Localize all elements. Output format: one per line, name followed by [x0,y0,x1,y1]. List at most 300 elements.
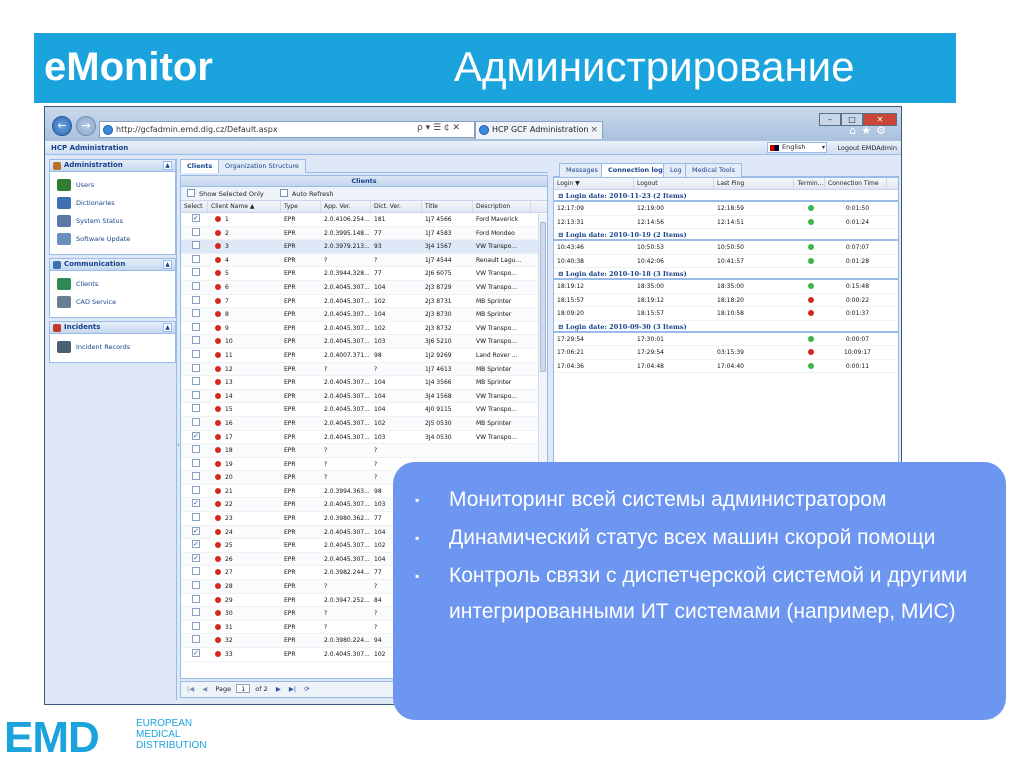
app-ver-cell: 2.0.4045.307... [324,433,370,441]
status-dot-icon [215,447,221,453]
connection-row[interactable] [554,333,898,347]
row-checkbox[interactable] [192,323,200,331]
page-count: of 2 [255,685,268,693]
connection-row[interactable] [554,360,898,374]
tab-medical-tools[interactable]: Medical Tools [685,163,742,177]
close-window-button[interactable]: ✕ [863,113,897,126]
row-checkbox[interactable] [192,649,200,657]
client-name-cell [208,281,281,294]
last-ping-cell: 18:18:20 [717,296,744,304]
client-name: 22 [225,501,233,509]
table-row[interactable] [181,267,547,281]
client-name-cell [208,213,281,226]
logout-cell: 17:29:54 [637,349,664,356]
nav-item-label: Software Update [76,235,131,243]
select-cell [181,390,208,403]
connection-row[interactable] [554,294,898,308]
row-checkbox[interactable] [192,296,200,304]
row-checkbox[interactable] [192,418,200,426]
right-tabs [553,163,899,177]
table-row[interactable] [181,254,547,268]
title-cell: 1J7 4566 [425,216,452,223]
group-header[interactable]: ⊟ Login date: 2010-09-30 (3 Items) [554,321,898,333]
column-header-title[interactable]: Title [422,201,473,212]
tab-messages[interactable]: Messages [559,163,605,177]
feature-callout [393,462,1006,720]
connection-time-cell: 0:00:11 [845,362,870,370]
emd-logo [4,714,244,764]
client-name-cell [208,539,281,552]
logo-text [136,718,207,751]
row-checkbox[interactable] [192,622,200,630]
callout-bullet [415,482,988,518]
row-checkbox[interactable] [192,336,200,344]
status-dot-icon [215,406,221,412]
terminated-cell [794,346,825,359]
table-row[interactable] [181,444,547,458]
logo-line: DISTRIBUTION [136,740,207,751]
login-cell: 17:06:21 [557,349,584,356]
nav-section-administration[interactable] [49,159,176,172]
dict-ver-cell: 84 [374,596,382,604]
last-ping-cell: 10:41:57 [717,257,744,265]
status-dot-icon [215,338,221,344]
browser-tab-title: HCP GCF Administration [492,125,589,134]
grid-toolbar [181,187,547,201]
nav-section-incidents[interactable] [49,321,176,334]
row-checkbox[interactable] [192,635,200,643]
splitter-handle[interactable]: ‹ [177,441,180,449]
select-cell [181,485,208,498]
column-header-type[interactable]: Type [281,201,321,212]
connection-log-body [554,190,898,373]
status-dot-icon [215,434,221,440]
type-cell: EPR [284,433,296,441]
connection-row[interactable] [554,346,898,360]
column-header-client-name[interactable]: Client Name ▲ [208,201,281,212]
login-cell: 12:13:31 [557,218,584,226]
row-checkbox[interactable] [192,391,200,399]
title-cell: 1J7 4544 [425,256,452,264]
grid-scrollbar-thumb[interactable] [540,222,546,372]
show-selected-label: Show Selected Only [199,190,264,198]
next-page-button[interactable]: ▶ [275,685,281,693]
dict-ver-cell: 102 [374,324,386,332]
connection-row[interactable] [554,280,898,294]
client-name: 5 [225,270,229,278]
type-cell: EPR [284,528,296,536]
dict-ver-cell: 77 [374,515,382,523]
last-ping-cell: 17:04:40 [717,362,744,370]
minimize-button[interactable]: – [819,113,841,126]
browser-tab[interactable] [475,121,603,139]
auto-refresh-checkbox[interactable] [280,189,288,197]
client-name-cell [208,580,281,593]
collapse-icon[interactable]: ▲ [163,260,172,269]
nav-section-body [49,172,176,255]
login-cell: 17:29:54 [557,335,584,343]
type-cell: EPR [284,379,296,387]
ie-icon [479,125,489,135]
select-cell [181,213,208,226]
nav-section-body [49,271,176,318]
tab-connection-log[interactable]: Connection log [601,163,670,177]
chevron-down-icon: ▾ [821,144,825,151]
last-page-button[interactable]: ▶| [288,685,297,693]
table-row[interactable] [181,335,547,349]
home-favorites-tools-icon[interactable]: ⌂★⚙ [849,124,891,137]
show-selected-checkbox[interactable] [187,189,195,197]
select-cell [181,594,208,607]
table-row[interactable] [181,390,547,404]
prev-page-button[interactable]: ◀ [202,685,208,693]
column-header-connection-time[interactable]: Connection Time [825,178,887,189]
window-controls [819,107,897,124]
select-cell [181,553,208,566]
clients-icon [57,278,71,290]
logo-line: MEDICAL [136,729,181,740]
incident-records-icon [57,341,71,353]
nav-item-clients[interactable] [50,275,175,293]
title-cell: 3J6 5210 [425,338,452,346]
last-ping-cell: 10:50:50 [717,244,744,251]
login-cell: 10:40:38 [557,257,584,265]
title-cell: 4J0 9115 [425,406,452,414]
type-cell: EPR [284,311,296,319]
collapse-icon[interactable]: ▲ [163,161,172,170]
client-name: 26 [225,555,233,563]
dict-ver-cell: 104 [374,406,386,414]
app-ver-cell: 2.0.3980.224... [324,637,370,645]
client-name: 16 [225,419,233,427]
nav-item-incident-records[interactable] [50,338,175,356]
client-name: 20 [225,474,233,482]
column-header-login[interactable]: Login ▼ [554,178,634,189]
row-checkbox[interactable] [192,432,200,440]
connection-row[interactable] [554,241,898,255]
select-cell [181,227,208,240]
back-button[interactable]: ← [52,116,72,136]
logout-cell: 10:42:06 [637,257,664,265]
nav-section-body [49,334,176,363]
row-checkbox[interactable] [192,472,200,480]
table-row[interactable] [181,240,547,254]
description-cell: VW Transpo... [476,433,517,441]
client-name-cell [208,648,281,661]
type-cell: EPR [284,487,296,495]
group-header[interactable]: ⊟ Login date: 2010-11-23 (2 Items) [554,190,898,202]
column-header-app-ver[interactable]: App. Ver. [321,201,371,212]
client-name-cell [208,322,281,335]
select-cell [181,539,208,552]
nav-section-title: Communication [64,260,126,268]
logout-cell: 12:14:56 [637,218,664,226]
status-dot-icon [808,349,814,355]
type-cell: EPR [284,596,296,604]
client-name: 2 [225,229,229,237]
app-ver-cell: 2.0.3994.363... [324,487,370,495]
table-row[interactable] [181,281,547,295]
refresh-icon[interactable]: ⟳ [304,685,310,693]
dict-ver-cell: ? [374,474,378,482]
table-row[interactable] [181,431,547,445]
row-checkbox[interactable] [192,595,200,603]
status-dot-icon [215,583,221,589]
cad-service-icon [57,296,71,308]
row-checkbox[interactable] [192,241,200,249]
connection-row[interactable] [554,202,898,216]
table-row[interactable] [181,322,547,336]
client-name: 7 [225,297,229,305]
group-header[interactable]: ⊟ Login date: 2010-10-18 (3 Items) [554,268,898,280]
row-checkbox[interactable] [192,554,200,562]
tab-log[interactable]: Log [663,163,689,177]
dict-ver-cell: 104 [374,528,386,536]
title-cell: 1J2 9269 [425,351,452,359]
app-ver-cell: 2.0.4045.307... [324,419,370,427]
login-cell: 18:19:12 [557,283,584,290]
row-checkbox[interactable] [192,268,200,276]
client-name: 10 [225,338,233,346]
users-icon [57,179,71,191]
client-name-cell [208,295,281,308]
row-checkbox[interactable] [192,350,200,358]
row-checkbox[interactable] [192,228,200,236]
type-cell: EPR [284,474,296,482]
column-header-description[interactable]: Description [473,201,531,212]
row-checkbox[interactable] [192,581,200,589]
description-cell: MB Sprinter [476,365,512,373]
logout-cell: 12:19:00 [637,205,664,212]
client-name: 9 [225,324,229,332]
type-cell: EPR [284,351,296,359]
address-tools-icon[interactable]: ρ ▾ ☰ ¢ ✕ [417,123,461,133]
type-cell: EPR [284,501,296,509]
login-cell: 18:15:57 [557,296,584,304]
status-dot-icon [215,270,221,276]
tab-close-icon[interactable]: × [590,125,598,135]
table-row[interactable] [181,363,547,377]
client-name: 21 [225,487,233,495]
tab-clients[interactable]: Clients [180,159,219,173]
row-checkbox[interactable] [192,486,200,494]
table-row[interactable] [181,376,547,390]
table-row[interactable] [181,227,547,241]
status-dot-icon [808,258,814,264]
row-checkbox[interactable] [192,445,200,453]
row-checkbox[interactable] [192,377,200,385]
title-cell: 2J3 8732 [425,324,452,332]
status-dot-icon [215,284,221,290]
select-cell [181,580,208,593]
status-dot-icon [808,219,814,225]
type-cell: EPR [284,555,296,563]
row-checkbox[interactable] [192,513,200,521]
type-cell: EPR [284,406,296,414]
row-checkbox[interactable] [192,499,200,507]
language-select[interactable] [767,142,827,153]
app-title: HCP Administration [51,144,129,152]
nav-item-software-update[interactable] [50,230,175,248]
logout-cell: 17:04:48 [637,362,664,370]
status-dot-icon [215,366,221,372]
nav-item-label: System Status [76,217,124,225]
table-row[interactable] [181,308,547,322]
type-cell: EPR [284,270,296,278]
software-update-icon [57,233,71,245]
description-cell: Ford Maverick [476,216,518,223]
auto-refresh-label: Auto Refresh [291,190,334,198]
column-header-last-ping[interactable]: Last Ping [714,178,794,189]
app-ver-cell: 2.0.4045.307... [324,651,370,658]
nav-item-users[interactable] [50,176,175,194]
description-cell [473,444,531,457]
dict-ver-cell: 103 [374,433,386,441]
select-cell [181,349,208,362]
app-ver-cell: ? [324,447,328,455]
row-checkbox[interactable] [192,459,200,467]
connection-row[interactable] [554,255,898,269]
status-dot-icon [215,474,221,480]
status-dot-icon [215,393,221,399]
collapse-icon[interactable]: ▲ [163,323,172,332]
dict-ver-cell: 181 [374,216,386,223]
login-cell: 18:09:20 [557,310,584,317]
group-header[interactable]: ⊟ Login date: 2010-10-19 (2 Items) [554,229,898,241]
status-dot-icon [215,529,221,535]
row-checkbox[interactable] [192,608,200,616]
table-row[interactable] [181,403,547,417]
row-checkbox[interactable] [192,567,200,575]
select-cell [181,403,208,416]
title-cell: 2J3 8731 [425,297,452,305]
status-dot-icon [215,230,221,236]
forward-button[interactable]: → [76,116,96,136]
connection-time-cell: 10:09:17 [844,349,871,356]
table-row[interactable] [181,213,547,227]
row-checkbox[interactable] [192,527,200,535]
client-name: 25 [225,542,233,550]
bullet-text: Контроль связи с диспетчерской системой и другими интегрированными ИТ системами (например, МИС) [449,564,968,623]
app-ver-cell: 2.0.3982.244... [324,569,370,577]
table-row[interactable] [181,349,547,363]
first-page-button[interactable]: |◀ [187,685,195,693]
description-cell: VW Transpo... [476,283,517,291]
logout-cell: 17:30:01 [637,335,664,343]
row-checkbox[interactable] [192,282,200,290]
dict-ver-cell: 102 [374,542,386,550]
last-ping-cell: 12:14:51 [717,218,744,226]
type-cell: EPR [284,283,296,291]
incidents-icon [53,324,61,332]
type-cell: EPR [284,583,296,591]
client-name-cell [208,390,281,403]
dict-ver-cell: 103 [374,338,386,346]
dict-ver-cell: 104 [374,392,386,400]
status-dot-icon [808,297,814,303]
logout-link[interactable]: Logout EMDAdmin [837,144,897,152]
connection-row[interactable] [554,307,898,321]
page-input[interactable]: 1 [236,684,250,693]
client-name: 19 [225,460,233,468]
flag-icon [770,145,779,151]
connection-row[interactable] [554,216,898,230]
dict-ver-cell: 102 [374,419,386,427]
maximize-button[interactable]: □ [841,113,863,126]
description-cell: MB Sprinter [476,379,512,387]
type-cell: EPR [284,256,296,264]
row-checkbox[interactable] [192,364,200,372]
terminated-cell [794,202,825,215]
type-cell: EPR [284,216,296,223]
status-dot-icon [215,501,221,507]
select-cell [181,376,208,389]
client-name-cell [208,335,281,348]
callout-bullet [415,520,988,556]
select-cell [181,634,208,647]
client-name: 14 [225,392,233,400]
status-dot-icon [215,257,221,263]
client-name-cell [208,607,281,620]
column-header-dict-ver[interactable]: Dict. Ver. [371,201,422,212]
app-ver-cell: 2.0.3979.213... [324,243,370,251]
last-ping-cell: 18:10:58 [717,310,744,317]
row-checkbox[interactable] [192,404,200,412]
status-dot-icon [215,637,221,643]
select-cell [181,498,208,511]
row-checkbox[interactable] [192,309,200,317]
type-cell: EPR [284,338,296,346]
select-cell [181,512,208,525]
client-name: 4 [225,256,229,264]
client-name-cell [208,512,281,525]
title-bar [34,33,956,103]
nav-item-label: Dictionaries [76,199,115,207]
app-ver-cell: 2.0.4045.307... [324,501,370,509]
select-cell [181,621,208,634]
type-cell: EPR [284,447,296,455]
row-checkbox[interactable] [192,255,200,263]
nav-item-cad-service[interactable] [50,293,175,311]
tab-organization-structure[interactable]: Organization Structure [218,159,306,173]
connection-log-header [554,178,898,190]
dict-ver-cell: ? [374,365,378,373]
client-name-cell [208,227,281,240]
terminated-cell [794,241,825,254]
select-cell [181,281,208,294]
title-cell: 1J7 4613 [425,365,452,373]
client-name-cell [208,634,281,647]
grid-header [181,201,547,213]
table-row[interactable] [181,417,547,431]
type-cell: EPR [284,365,296,373]
nav-item-system-status[interactable] [50,212,175,230]
dict-ver-cell: ? [374,460,378,468]
row-checkbox[interactable] [192,214,200,222]
status-dot-icon [808,336,814,342]
row-checkbox[interactable] [192,540,200,548]
column-header-logout[interactable]: Logout [634,178,714,189]
table-row[interactable] [181,295,547,309]
column-header-select[interactable]: Select [181,201,208,212]
terminated-cell [794,360,825,373]
status-dot-icon [215,610,221,616]
connection-time-cell: 0:00:22 [845,296,870,304]
column-header-terminated[interactable]: Termin... [794,178,825,189]
status-dot-icon [808,205,814,211]
nav-section-communication[interactable] [49,258,176,271]
nav-item-dictionaries[interactable] [50,194,175,212]
